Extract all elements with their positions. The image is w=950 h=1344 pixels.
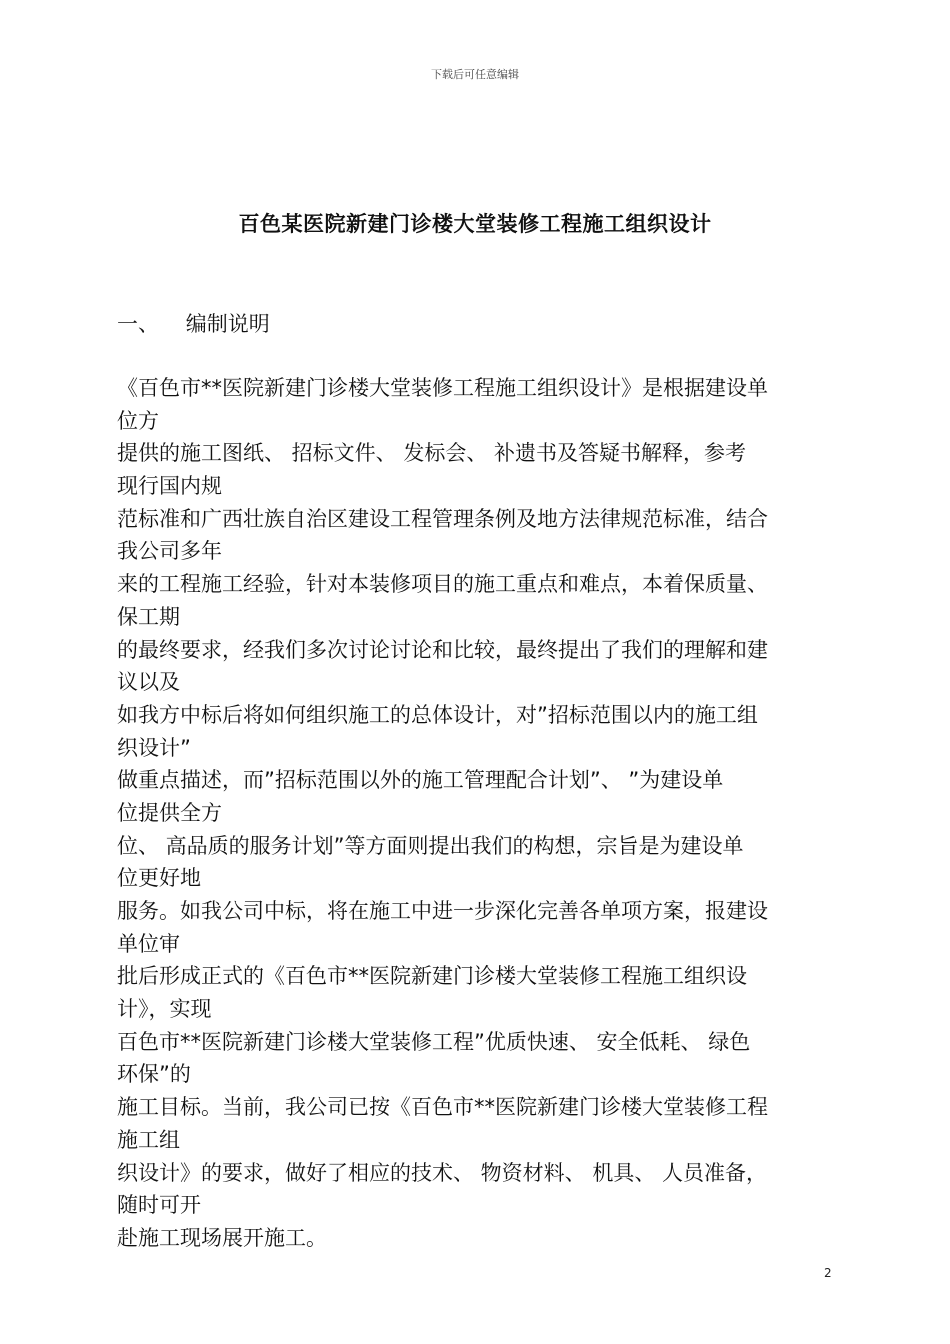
body-line: 单位审 (117, 931, 180, 956)
body-line: 提供的施工图纸、 招标文件、 发标会、 补遗书及答疑书解释，参考 (117, 441, 747, 466)
body-line: 做重点描述，而”招标范围以外的施工管理配合计划”、 ”为建设单 (117, 768, 724, 793)
body-line: 服务。如我公司中标，将在施工中进一步深化完善各单项方案，报建设 (117, 899, 768, 923)
body-line: 随时可开 (117, 1193, 201, 1218)
body-line: 施工目标。当前，我公司已按《百色市**医院新建门诊楼大堂装修工程 (117, 1095, 768, 1120)
section-heading (117, 308, 270, 338)
body-line: 织设计》的要求，做好了相应的技术、 物资材料、 机具、 人员准备， (117, 1160, 768, 1185)
body-line: 保工期 (117, 604, 180, 629)
body-line: 位提供全方 (117, 800, 222, 825)
page-header: 下载后可任意编辑 (431, 68, 519, 81)
body-line: 位更好地 (117, 866, 201, 891)
body-line: 百色市**医院新建门诊楼大堂装修工程”优质快速、 安全低耗、 绿色 (117, 1029, 751, 1054)
body-line: 施工组 (117, 1127, 180, 1152)
document-title: 百色某医院新建门诊楼大堂装修工程施工组织设计 (238, 212, 712, 236)
body-line: 计》，实现 (117, 997, 212, 1022)
section-label: 编制说明 (185, 312, 270, 336)
body-line: 位方 (117, 408, 159, 433)
body-line: 织设计” (117, 735, 191, 760)
body-line: 范标准和广西壮族自治区建设工程管理条例及地方法律规范标准，结合 (117, 506, 768, 531)
body-line: 环保”的 (117, 1062, 191, 1087)
section-number: 一、 (117, 312, 159, 336)
body-line: 我公司多年 (117, 539, 222, 564)
body-line: 赴施工现场展开施工。 (117, 1225, 327, 1250)
body-line: 批后形成正式的《百色市**医院新建门诊楼大堂装修工程施工组织设 (117, 964, 747, 989)
page-number: 2 (824, 1266, 832, 1280)
body-line: 议以及 (117, 670, 180, 695)
body-line: 的最终要求，经我们多次讨论讨论和比较，最终提出了我们的理解和建 (117, 637, 768, 662)
body-paragraph (117, 372, 837, 1255)
body-line: 《百色市**医院新建门诊楼大堂装修工程施工组织设计》是根据建设单 (117, 376, 768, 400)
body-line: 如我方中标后将如何组织施工的总体设计，对”招标范围以内的施工组 (117, 702, 758, 727)
body-line: 来的工程施工经验，针对本装修项目的施工重点和难点，本着保质量、 (117, 572, 768, 597)
body-line: 现行国内规 (117, 474, 222, 499)
body-line: 位、 高品质的服务计划”等方面则提出我们的构想，宗旨是为建设单 (117, 833, 744, 858)
